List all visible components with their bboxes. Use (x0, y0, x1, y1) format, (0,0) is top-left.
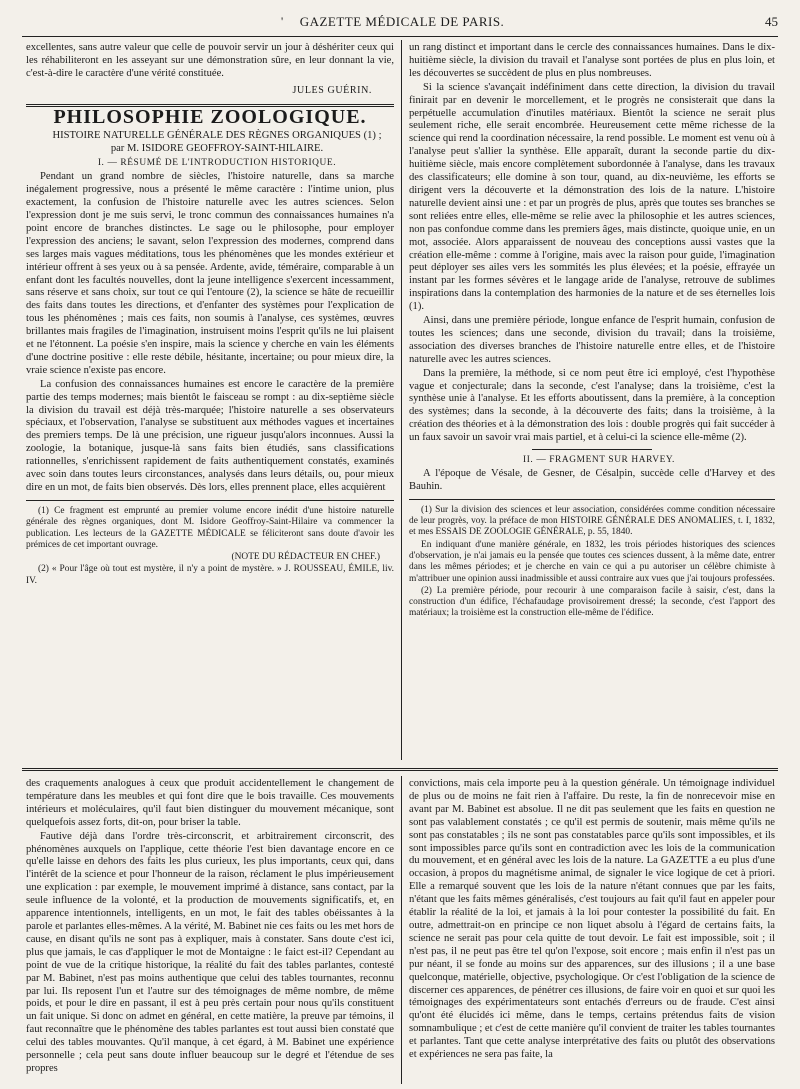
header-rule (22, 36, 778, 37)
paragraph: A l'époque de Vésale, de Gesner, de Césalpin, succède celle d'Harvey et des Bauhin. (409, 468, 775, 492)
article-author: par M. ISIDORE GEOFFROY-SAINT-HILAIRE. (110, 143, 324, 155)
footnotes-right (409, 505, 775, 620)
right-column (409, 42, 775, 760)
footnote: (1) Sur la division des sciences et leur association, considérées comme condition nécessaire de leur progrès, voy. la préface de mon HISTOIRE GÉNÉRALE DES ANOMALIES, t. I, 1832, et mes ESSAIS DE ZOOLOGIE GÉNÉRALE, p. 55, 1840. (409, 504, 775, 538)
paragraph: La confusion des connaissances humaines est encore le caractère de la première partie des temps modernes; mais bientôt le faisceau se rompt : au dix-septième siècle la division du travail est déjà très-marquée; l'histoire naturelle a ses observateurs spéciaux, et l'observation, l'analyse se substituent aux méthodes vagues et incertaines des premiers temps. De là une précision, une rigueur jusqu'alors inconnues. Aussi la zoologie, la botanique, jusque-là sans faits bien étudiés, sans classifications rationnelles, s'enrichissent rapidement de faits authentiquement constatés, examinés avec soin dans toutes leurs circonstances, analysés dans leurs détails, ou, pour mieux dire en un mot, de faits bien observés. Dès lors, elles prennent place, elles acquièrent (26, 378, 394, 493)
paragraph: Si la science s'avançait indéfiniment dans cette direction, la division du travail finirait par en devenir le morcellement, et le progrès ne consisterait que dans la perpétuelle accumulation d'inutiles matériaux. Bientôt la science ne serait plus seulement riche, elle serait encombrée. Heureusement cette même richesse de la science qui rend la coordination nécessaire, la rend possible. Le moment est venu où à l'analyse peut s'allier la synthèse. Elle apparaît, durant la seconde partie du dix-huitième siècle, mais encore complètement subordonnée à l'analyse, dans les travaux des classificateurs; elle domine à son tour, quand, au dix-neuvième, les efforts se dirigent vers la découverte et la démonstration des lois de la nature. L'histoire naturelle devient ainsi une : et par un progrès de plus, après que toutes ses branches se sont reliées entre elles, elle-même se relie avec la philosophie et les autres sciences, non pas confondue comme dans les premiers âges, mais distincte, quoique unie, en un mot, associée. Alors apparaissent de nouveau des conceptions aussi vastes que la création elle-même : comme à l'origine, mais avec la raison pour guide, l'imagination peut déployer ses ailes vers les sommités les plus élevées; et la poésie, effrayée un instant par les formes sévères et le langage aride de l'analyse, retrouve de sublimes inspirations dans la contemplation des harmonies de la nature et de ses éternelles lois (1). (409, 81, 775, 313)
left-column (26, 42, 394, 760)
paragraph: Ainsi, dans une première période, longue enfance de l'esprit humain, confusion de toutes les sciences; dans une seconde, division du travail; dans la troisième, association des diverses branches de l'histoire naturelle entre elles, et de l'histoire naturelle avec les autres sciences. (409, 315, 775, 365)
column-separator (401, 40, 402, 760)
footnotes-left (26, 506, 394, 587)
intro-paragraph: excellentes, sans autre valeur que celle de pouvoir servir un jour à déshériter ceux qui les réhabiliteront en les asseyant sur une démonstration sûre, en leur donnant la vie, c'est-à-dire le caractère d'une vérité constituée. (26, 42, 394, 79)
header-mark: ' (281, 14, 284, 28)
page-number: 45 (765, 14, 778, 29)
paragraph: des craquements analogues à ceux que produit accidentellement le changement de température dans les meubles et qui font dire que le bois travaille. Ces mouvements intérieurs et moléculaires, qu'il faut bien distinguer du mouvement mécanique, sont quelquefois assez forts, dit-on, pour briser la table. (26, 778, 394, 828)
article-title: PHILOSOPHIE ZOOLOGIQUE. (53, 105, 367, 128)
column-separator (401, 776, 402, 1084)
footnote-rule (409, 499, 775, 500)
journal-title: GAZETTE MÉDICALE DE PARIS. (299, 14, 505, 29)
paragraph: Dans la première, la méthode, si ce nom peut être ici employé, c'est l'hypothèse vague et conjecturale; dans la seconde, c'est l'analyse; dans la troisième, c'est la synthèse unie à l'analyse. Et les efforts aboutissent, dans la première, à la conception des systèmes; dans la seconde, à la découverte des faits; dans la troisième, à la création des théories et à la démonstration des lois : double progrès qui fait succéder à un faux savoir un savoir vrai mais partiel, et à celui-ci la science elle-même (2). (409, 367, 775, 444)
footnote: En indiquant d'une manière générale, en 1832, les trois périodes historiques des sciences d'observation, je n'ai jamais eu la pensée que toutes ces sciences dussent, à la même date, entrer dans les mêmes périodes; et je cherche en vain ce qui a pu autoriser un célèbre chimiste à m'attribuer une opinion aussi inadmissible et aussi contraire aux vues que j'ai toujours professées. (409, 539, 775, 584)
footnote: (1) Ce fragment est emprunté au premier volume encore inédit d'une histoire naturelle générale des règnes organiques, dont M. Isidore Geoffroy-Saint-Hilaire va commencer la publication. Les lecteurs de la GAZETTE MÉDICALE se féliciteront sans doute d'avoir les prémices de cet important ouvrage. (26, 505, 394, 550)
page-header (26, 8, 778, 32)
footnote: (2) La première période, pour recourir à une comparaison facile à saisir, c'est, dans la construction d'un édifice, l'échafaudage provisoirement dressé; la seconde, c'est l'apport des matériaux; la troisième est la construction elle-même de l'édifice. (409, 585, 775, 619)
paragraph: convictions, mais cela importe peu à la question générale. Un témoignage individuel de plus ou de moins ne fait rien à l'affaire. Du reste, la fin de nonrecevoir mise en avant par M. Babinet est absolue. Il ne dit pas seulement que les faits en question ne sont pas valablement constatés ; ce qu'il est permis de soutenir, mais même qu'ils ne sont pas constatables ; ils ne sont pas constatables parce qu'ils sont impossibles, et ils sont impossibles parce qu'ils sont en contradiction avec les lois de la communication du mouvement, et en général avec les lois de la nature. La GAZETTE a eu plus d'une occasion, à propos du magnétisme animal, de signaler le vice logique de cet à priori. Elle a remarqué souvent que les lois de la nature n'étant connues que par les faits, n'étant que les faits mêmes généralisés, c'est toujours au fait qu'il faut en appeler pour établir la réalité de la loi, et jamais à la loi pour contester la possibilité du fait. En outre, admettrait-on en principe ce non liquet absolu à l'égard de certains faits, la science ne serait pas pour cela quitte de tout devoir. Le fait est impossible, soit ; il n'est pas, il ne peut pas être tel qu'on l'expose, soit encore ; mais enfin il n'est pas un pur néant, il se fonde au moins sur des apparences, sur des illusions ; il a une base quelconque, matérielle, objective, psychologique. Or c'est l'obligation de la science de discerner ces apparences, de pénétrer ces illusions, de faire voir en quoi et sur quoi les témoignages des expérimentateurs sont entachés d'erreurs ou de fraude. C'est ainsi qu'ont été élucidés ici même, dans le temps, certains prétendus faits de vision somnambulique ; et c'est de cette manière qu'il convient de traiter les tables tournantes et parlantes. Tant que cette analyse interprétative des faits ou plutôt des observations et expériences ne sera pas faite, la (409, 778, 775, 1061)
section-heading-1: I. — RÉSUMÉ DE L'INTRODUCTION HISTORIQUE. (97, 158, 337, 169)
feuilleton-rule (22, 768, 778, 771)
paragraph: un rang distinct et important dans le cercle des connaissances humaines. Dans le dix-huitième siècle, la division du travail et l'analyse sont portées de plus en plus loin, et les découvertes se succèdent de plus en plus nombreuses. (409, 42, 775, 79)
section-rule (532, 449, 652, 450)
bottom-right-column (409, 778, 775, 1084)
paragraph: Fautive déjà dans l'ordre très-circonscrit, et arbitrairement circonscrit, des phénomènes auxquels on l'applique, cette théorie l'est bien davantage encore en ce qu'elle laisse en dehors des faits les plus curieux, les plus importants, ceux qui, dans l'intérêt de la science et pour l'honneur de la raison, réclament le plus impérieusement une explication : par exemple, le mouvement imprimé à distance, sans contact, par la seule influence de la volonté, et la production de mouvements significatifs, et, en apparence intentionnels, intelligents, en un mot, le fait des tables obéissantes à la parole et parlantes elles-mêmes. A la vérité, M. Babinet nie ces faits ou les met hors de cause, en disant qu'ils ne sont pas à expliquer, mais à constater. Sans doute c'est ici, plus que jamais, le cas d'appliquer le mot de Montaigne : le faict est-il? Cependant au point de vue de la critique historique, la réalité du fait des tables parlantes, contesté par M. Babinet, n'est pas moins authentique que celui des tables tournantes, reconnu par lui. Ils reposent l'un et l'autre sur des témoignages de même nombre, de même poids, et pour le dire en passant, il est à peu près certain pour nous qu'ils constituent un fait unique. Si donc on admet en général, en cette matière, la preuve par témoins, il faut reconnaître que le phénomène des tables parlantes est tout aussi bien constaté que celui des tables mouvantes. Qu'il manque, à cet égard, à M. Babinet une expérience personnelle ; cela peut sans doute influer beaucoup sur le degré et l'étendue de ses propres (26, 830, 394, 1074)
paragraph: Pendant un grand nombre de siècles, l'histoire naturelle, dans sa marche inégalement progressive, nous a présenté le même caractère : l'intime union, plus exactement, la confusion de l'histoire naturelle avec les autres sciences. Selon l'expression dont je me suis servi, le tronc commun des connaissances humaines n'a point encore de branches distinctes. Le sage ou le philosophe, pour employer l'expression des anciens; le savant, selon l'expression des modernes, comprend dans ses larges mais vagues méditations, tous les phénomènes que les mondes extérieur et intérieur offrent à ses yeux ou à sa pensée. Ardente, avide, téméraire, comparable à un enfant dont les facultés nouvelles, dont la jeune intelligence s'exercent incessamment, sans réserve et sans choix, sur tout ce qui l'entoure (2), la science se hâte de recueillir des faits dans toutes les directions, et d'enfanter des systèmes pour l'explication de tous les phénomènes ; mais ces faits, non soumis à l'analyse, ces systèmes, œuvres brillantes mais fragiles de l'imagination, instruisent moins l'esprit qu'ils ne lui plaisent et ne l'étonnent. La poésie s'en inspire, mais la science y cherche en vain les éléments d'une doctrine positive : elle reste débile, hésitante, incertaine; ou pour mieux dire, la vraie science n'existe pas encore. (26, 171, 394, 376)
bottom-left-column (26, 778, 394, 1084)
article-subtitle: HISTOIRE NATURELLE GÉNÉRALE DES RÈGNES ORGANIQUES (1) ; (52, 129, 382, 141)
footnote: (2) « Pour l'âge où tout est mystère, il n'y a point de mystère. » J. ROUSSEAU, ÉMILE, liv. IV. (26, 564, 394, 586)
section-heading-2: II. — FRAGMENT SUR HARVEY. (522, 455, 675, 466)
footnote-rule (26, 500, 394, 501)
signature: JULES GUÉRIN. (292, 84, 372, 96)
editor-note: (NOTE DU RÉDACTEUR EN CHEF.) (231, 552, 380, 563)
